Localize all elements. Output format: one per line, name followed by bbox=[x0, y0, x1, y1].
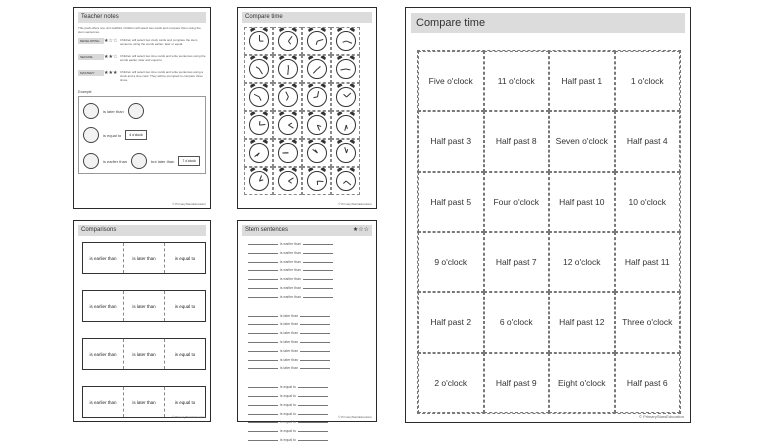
stem-sentence-line bbox=[246, 320, 376, 329]
compare-time-cards-sheet bbox=[405, 7, 691, 423]
sheet-footer: © PrimaryStarsEducation bbox=[172, 415, 206, 419]
comparison-card: is earlier than bbox=[89, 351, 117, 357]
comparison-strip bbox=[82, 242, 206, 274]
time-card[interactable]: Half past 5 bbox=[418, 172, 484, 232]
time-card[interactable]: 10 o'clock bbox=[615, 172, 681, 232]
time-card[interactable]: Half past 10 bbox=[549, 172, 615, 232]
comparison-strip bbox=[82, 290, 206, 322]
level-developing bbox=[78, 38, 206, 50]
comparison-card: is later than bbox=[123, 243, 164, 273]
time-card[interactable]: Half past 11 bbox=[615, 232, 681, 292]
alarm-clock-icon bbox=[307, 31, 327, 51]
stem-sentence-line bbox=[246, 312, 376, 321]
stem-phrase: is earlier than bbox=[280, 277, 302, 282]
clock-card[interactable] bbox=[244, 27, 273, 55]
time-card[interactable]: 1 o'clock bbox=[615, 51, 681, 111]
alarm-clock-icon bbox=[249, 143, 269, 163]
sheet-footer: © PrimaryStarsEducation bbox=[639, 414, 684, 419]
stem-phrase: is later than bbox=[280, 357, 299, 362]
example-text: is later than bbox=[103, 108, 124, 114]
alarm-clock-icon bbox=[307, 87, 327, 107]
star-icon: ★☆☆ bbox=[352, 227, 369, 233]
comparisons-title: Comparisons bbox=[78, 225, 206, 236]
clock-card[interactable] bbox=[244, 139, 273, 167]
level-secure bbox=[78, 54, 206, 66]
example-row-3 bbox=[83, 153, 200, 169]
star-icon: ★★★ bbox=[104, 70, 118, 76]
time-card[interactable]: Half past 7 bbox=[484, 232, 550, 292]
example-time-card: 4 o'clock bbox=[125, 130, 147, 140]
compare-time-title: Compare time bbox=[411, 13, 685, 33]
clock-card[interactable] bbox=[331, 111, 360, 139]
example-time-card: 7 o'clock bbox=[178, 156, 200, 166]
clock-card[interactable] bbox=[244, 83, 273, 111]
clock-icon bbox=[83, 153, 99, 169]
stem-phrase: is earlier than bbox=[280, 285, 302, 290]
stem-phrase: is later than bbox=[280, 366, 299, 371]
time-card[interactable]: 2 o'clock bbox=[418, 353, 484, 413]
comparison-card: is equal to bbox=[164, 339, 205, 369]
stem-sentence-line bbox=[246, 258, 376, 267]
stem-phrase: is later than bbox=[280, 339, 299, 344]
time-card[interactable]: Seven o'clock bbox=[549, 111, 615, 171]
time-card[interactable]: Half past 9 bbox=[484, 353, 550, 413]
sheet-footer: © PrimaryStarsEducation bbox=[338, 202, 372, 206]
time-card[interactable]: 9 o'clock bbox=[418, 232, 484, 292]
alarm-clock-icon bbox=[307, 171, 327, 191]
clock-icon bbox=[131, 153, 147, 169]
stem-phrase: is earlier than bbox=[280, 259, 302, 264]
level-text: Children will select two time cards and write sentences using the words earlier, later and equal to. bbox=[120, 54, 206, 62]
time-card[interactable]: Five o'clock bbox=[418, 51, 484, 111]
example-label: Example bbox=[78, 90, 92, 94]
example-text: is equal to bbox=[103, 132, 122, 138]
alarm-clock-icon bbox=[249, 59, 269, 79]
clock-card[interactable] bbox=[302, 83, 331, 111]
stem-phrase: is earlier than bbox=[280, 250, 302, 255]
star-icon: ★☆☆ bbox=[104, 38, 118, 44]
level-mastery bbox=[78, 70, 206, 82]
example-box bbox=[78, 96, 206, 174]
comparison-card: is equal to bbox=[164, 387, 205, 417]
stem-sentence-line bbox=[246, 329, 376, 338]
clock-card[interactable] bbox=[273, 55, 302, 83]
sheet-footer: © PrimaryStarsEducation bbox=[172, 202, 206, 206]
time-card[interactable]: Half past 6 bbox=[615, 353, 681, 413]
clock-card[interactable] bbox=[302, 139, 331, 167]
stem-phrase: is equal to bbox=[280, 437, 296, 442]
example-row-2 bbox=[83, 127, 147, 143]
alarm-clock-icon bbox=[278, 59, 298, 79]
alarm-clock-icon bbox=[307, 59, 327, 79]
compare-time-small-title: Compare time bbox=[242, 12, 372, 23]
clock-card[interactable] bbox=[273, 111, 302, 139]
time-card[interactable]: 12 o'clock bbox=[549, 232, 615, 292]
comparison-strip bbox=[82, 386, 206, 418]
time-card[interactable]: Eight o'clock bbox=[549, 353, 615, 413]
stem-sentence-line bbox=[246, 240, 376, 249]
clock-card[interactable] bbox=[331, 167, 360, 195]
stem-phrase: is earlier than bbox=[280, 294, 302, 299]
level-badge: SECURE bbox=[78, 54, 104, 60]
alarm-clock-icon bbox=[336, 87, 356, 107]
alarm-clock-icon bbox=[278, 143, 298, 163]
stem-phrase: is later than bbox=[280, 348, 299, 353]
comparison-card: is later than bbox=[123, 387, 164, 417]
alarm-clock-icon bbox=[249, 115, 269, 135]
clock-card-grid bbox=[244, 27, 376, 195]
time-card[interactable]: 6 o'clock bbox=[484, 292, 550, 352]
alarm-clock-icon bbox=[278, 31, 298, 51]
alarm-clock-icon bbox=[336, 143, 356, 163]
stem-phrase: is equal to bbox=[280, 393, 296, 398]
stem-sentence-line bbox=[246, 338, 376, 347]
clock-card[interactable] bbox=[244, 167, 273, 195]
time-card[interactable]: Half past 1 bbox=[549, 51, 615, 111]
stem-phrase: is earlier than bbox=[280, 242, 302, 246]
stem-sentence-line bbox=[246, 401, 376, 410]
example-text: is earlier than bbox=[103, 158, 128, 164]
alarm-clock-icon bbox=[336, 31, 356, 51]
stem-phrase: is later than bbox=[280, 322, 299, 327]
stem-sentence-line bbox=[246, 364, 376, 373]
sheet-footer: © PrimaryStarsEducation bbox=[338, 415, 372, 419]
compare-time-clocks-sheet[interactable] bbox=[237, 7, 377, 209]
clock-card[interactable] bbox=[302, 111, 331, 139]
time-card[interactable]: Half past 12 bbox=[549, 292, 615, 352]
comparison-card: is equal to bbox=[164, 243, 205, 273]
time-card[interactable]: 11 o'clock bbox=[484, 51, 550, 111]
stem-sentence-line bbox=[246, 418, 376, 427]
comparison-card: is later than bbox=[123, 339, 164, 369]
time-card-grid bbox=[417, 50, 681, 414]
level-badge: MASTERY bbox=[78, 70, 104, 76]
stem-sentence-list bbox=[238, 236, 376, 445]
stem-phrase: is later than bbox=[280, 331, 299, 336]
stem-sentences-header bbox=[242, 225, 372, 236]
clock-card[interactable] bbox=[331, 55, 360, 83]
stem-sentence-line bbox=[246, 356, 376, 365]
star-icon: ★★☆ bbox=[104, 54, 118, 60]
teacher-notes-title: Teacher notes bbox=[78, 12, 206, 23]
stem-phrase: is earlier than bbox=[280, 268, 302, 273]
clock-card[interactable] bbox=[273, 83, 302, 111]
alarm-clock-icon bbox=[278, 115, 298, 135]
time-card[interactable]: Half past 8 bbox=[484, 111, 550, 171]
comparison-card: is earlier than bbox=[89, 303, 117, 309]
clock-icon bbox=[128, 103, 144, 119]
alarm-clock-icon bbox=[307, 115, 327, 135]
stem-phrase: is equal to bbox=[280, 385, 296, 390]
clock-card[interactable] bbox=[273, 139, 302, 167]
alarm-clock-icon bbox=[249, 31, 269, 51]
stem-sentence-line bbox=[246, 266, 376, 275]
example-text: but later than bbox=[151, 158, 175, 164]
clock-card[interactable] bbox=[244, 111, 273, 139]
stem-sentence-line bbox=[246, 284, 376, 293]
stem-sentence-line bbox=[246, 392, 376, 401]
level-badge: DEVELOPING bbox=[78, 38, 104, 44]
stem-phrase: is later than bbox=[280, 313, 299, 318]
comparison-card: is later than bbox=[123, 291, 164, 321]
teacher-notes-intro: This pack offers one unit scaffold. Children will select two cards and compare them using the stem sentences. bbox=[78, 26, 201, 34]
clock-icon bbox=[83, 103, 99, 119]
clock-card[interactable] bbox=[331, 139, 360, 167]
example-row-1 bbox=[83, 103, 144, 119]
stem-sentences-sheet[interactable] bbox=[237, 220, 377, 442]
clock-card[interactable] bbox=[302, 55, 331, 83]
alarm-clock-icon bbox=[336, 171, 356, 191]
alarm-clock-icon bbox=[336, 59, 356, 79]
stem-sentences-title: Stem sentences bbox=[245, 227, 289, 233]
stem-phrase: is equal to bbox=[280, 429, 296, 434]
clock-card[interactable] bbox=[331, 27, 360, 55]
level-text: Children will select two clock cards and complete the stem sentence using the words earlier, later or equal. bbox=[120, 38, 198, 46]
comparison-strip bbox=[82, 338, 206, 370]
alarm-clock-icon bbox=[278, 87, 298, 107]
stem-sentence-line bbox=[246, 275, 376, 284]
alarm-clock-icon bbox=[249, 87, 269, 107]
stem-sentence-line bbox=[246, 383, 376, 392]
stem-phrase: is equal to bbox=[280, 411, 296, 416]
stem-phrase: is equal to bbox=[280, 420, 296, 425]
clock-card[interactable] bbox=[244, 55, 273, 83]
teacher-notes-sheet[interactable] bbox=[73, 7, 211, 209]
stem-sentence-line bbox=[246, 436, 376, 445]
stem-sentence-line bbox=[246, 427, 376, 436]
time-card[interactable]: Four o'clock bbox=[484, 172, 550, 232]
comparison-card: is earlier than bbox=[89, 255, 117, 261]
clock-card[interactable] bbox=[302, 167, 331, 195]
time-card[interactable]: Half past 4 bbox=[615, 111, 681, 171]
alarm-clock-icon bbox=[278, 171, 298, 191]
alarm-clock-icon bbox=[249, 171, 269, 191]
clock-card[interactable] bbox=[273, 27, 302, 55]
time-card[interactable]: Half past 3 bbox=[418, 111, 484, 171]
clock-card[interactable] bbox=[331, 83, 360, 111]
stem-sentence-line bbox=[246, 249, 376, 258]
clock-card[interactable] bbox=[302, 27, 331, 55]
comparison-card: is earlier than bbox=[89, 399, 117, 405]
comparisons-sheet[interactable] bbox=[73, 220, 211, 422]
alarm-clock-icon bbox=[336, 115, 356, 135]
clock-icon bbox=[83, 127, 99, 143]
time-card[interactable]: Half past 2 bbox=[418, 292, 484, 352]
stem-phrase: is equal to bbox=[280, 402, 296, 407]
stem-sentence-line bbox=[246, 347, 376, 356]
clock-card[interactable] bbox=[273, 167, 302, 195]
time-card[interactable]: Three o'clock bbox=[615, 292, 681, 352]
level-text: Children will select two time cards and write sentences using a clock and a time card. They will be prompted to compare three times. bbox=[120, 70, 204, 82]
stem-sentence-line bbox=[246, 293, 376, 302]
alarm-clock-icon bbox=[307, 143, 327, 163]
comparison-card: is equal to bbox=[164, 291, 205, 321]
